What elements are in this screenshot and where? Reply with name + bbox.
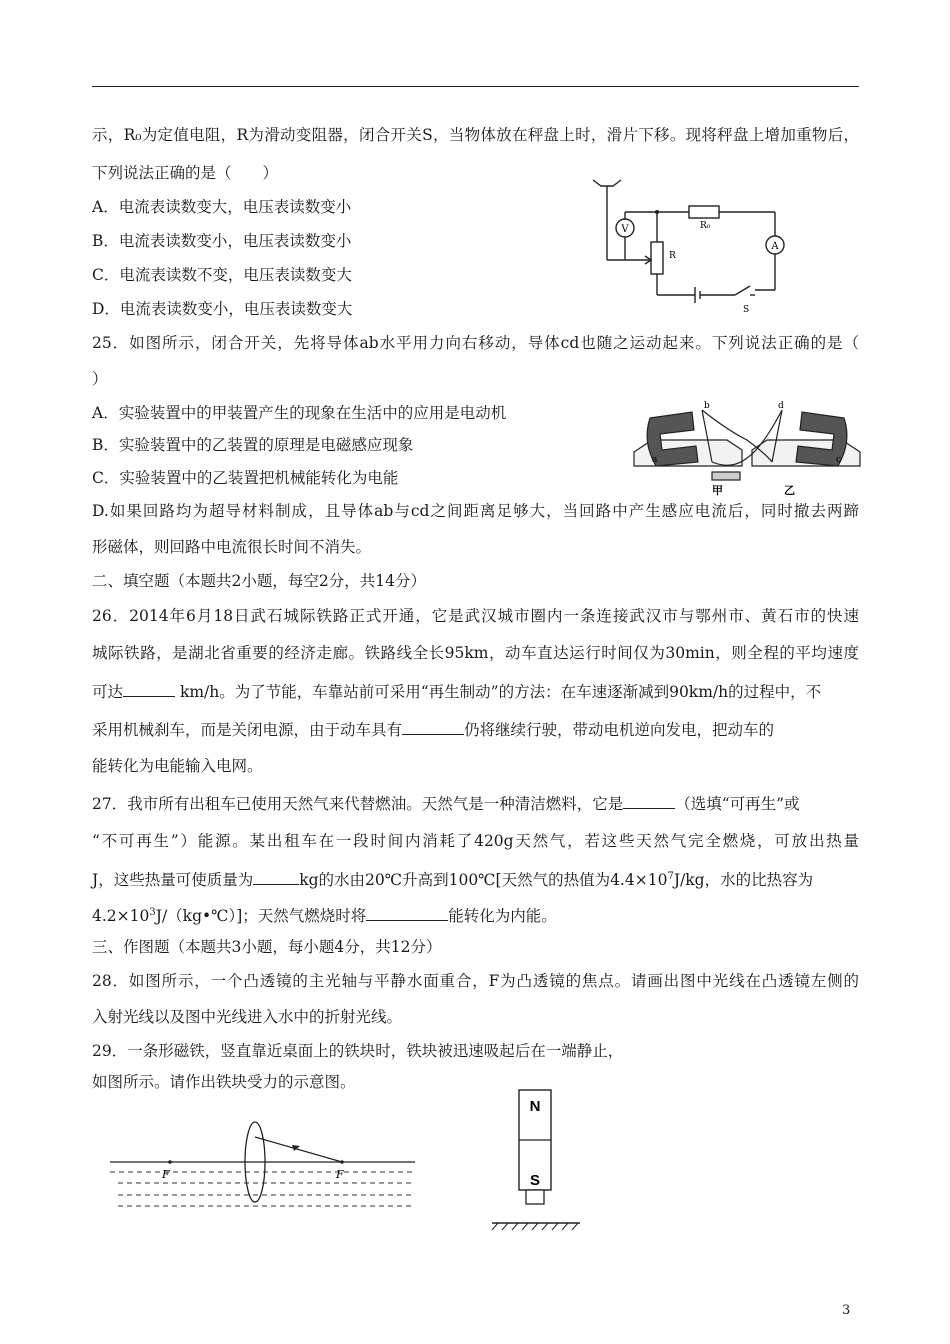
q29-line1: 29．一条形磁铁，竖直靠近桌面上的铁块时，铁块被迅速吸起后在一端静止， (92, 1042, 624, 1060)
refracted-ray (255, 1137, 342, 1162)
focus-right-label: F (336, 1168, 344, 1181)
q26-blank-speed[interactable] (123, 680, 175, 697)
q27-blank-renewable[interactable] (623, 792, 675, 809)
q24-stem-line2: 下列说法正确的是（ ） (92, 164, 279, 182)
q26-line1: 26．2014年6月18日武石城际铁路正式开通，它是武汉城市圈内一条连接武汉市与鄂州市、黄石市的快速 (92, 607, 859, 625)
q28-line2: 入射光线以及图中光线进入水中的折射光线。 (92, 1008, 403, 1026)
resistor-r0 (689, 206, 719, 218)
q25-stem-line2: ） (92, 370, 108, 388)
q27-line2: “不可再生”）能源。某出租车在一段时间内消耗了420g天然气，若这些天然气完全燃烧，可放出热量 (92, 832, 859, 850)
q27-line1: 27．我市所有出租车已使用天然气来代替燃油。天然气是一种清洁燃料，它是 （选填“可再生”或 (92, 792, 800, 815)
q28-lens-figure (110, 1120, 420, 1220)
label-jia: 甲 (712, 484, 723, 497)
q26-line3: 可达 km/h。为了节能，车靠站前可采用“再生制动”的方法：在车速逐渐减到90km/h的过程中，不 (92, 680, 859, 703)
section-3-title: 三、作图题（本题共3小题，每小题4分，共12分） (92, 938, 442, 956)
q27-blank-energy[interactable] (366, 904, 448, 921)
q25-stem-line1: 25．如图所示，闭合开关，先将导体ab水平用力向右移动，导体cd也随之运动起来。下列说法正确的是（ (92, 334, 859, 352)
south-label: S (529, 1172, 541, 1189)
q26-line4: 采用机械刹车，而是关闭电源，由于动车具有 仍将继续行驶，带动电机逆向发电，把动车的 (92, 718, 774, 741)
q24-option-b: B．电流表读数变小，电压表读数变小 (92, 232, 352, 250)
q25-option-b: B．实验装置中的乙装置的原理是电磁感应现象 (92, 436, 414, 454)
label-yi: 乙 (784, 484, 795, 497)
q28-line1: 28．如图所示，一个凸透镜的主光轴与平静水面重合，F为凸透镜的焦点。请画出图中光线在凸透镜左侧的 (92, 972, 859, 990)
q27-blank-mass[interactable] (253, 868, 299, 885)
q24-option-a: A．电流表读数变大，电压表读数变小 (92, 198, 352, 216)
label-c: c (836, 455, 842, 465)
q26-line2: 城际铁路，是湖北省重要的经济走廊。铁路线全长95km，动车直达运行时间仅为30min，则全程的平均速度 (92, 644, 859, 662)
q29-magnet-figure (488, 1085, 588, 1235)
north-label: N (529, 1098, 541, 1115)
voltmeter-label: V (621, 224, 629, 235)
section-2-title: 二、填空题（本题共2小题，每空2分，共14分） (92, 572, 426, 590)
label-a: a (652, 455, 658, 465)
ammeter-label: A (771, 241, 779, 252)
focus-left-label: F (162, 1168, 170, 1181)
page-number: 3 (842, 1303, 851, 1318)
q24-option-d: D．电流表读数变小，电压表读数变大 (92, 300, 353, 318)
q24-stem-line1: 示，R₀为定值电阻，R为滑动变阻器，闭合开关S，当物体放在秤盘上时，滑片下移。现将秤盘上增加重物后， (92, 126, 859, 144)
q24-circuit-figure (585, 170, 815, 315)
q25-option-d-line2: 形磁体，则回路中电流很长时间不消失。 (92, 538, 372, 556)
rheostat-r (651, 242, 663, 274)
q26-line5: 能转化为电能输入电网。 (92, 757, 263, 775)
q29-line2: 如图所示。请作出铁块受力的示意图。 (92, 1073, 356, 1091)
q25-option-c: C．实验装置中的乙装置把机械能转化为电能 (92, 469, 399, 487)
label-d: d (778, 401, 784, 411)
label-b: b (704, 401, 710, 411)
q25-option-a: A．实验装置中的甲装置产生的现象在生活中的应用是电动机 (92, 404, 507, 422)
r0-label: R₀ (700, 221, 711, 231)
q27-line4: $4.2\times 10^3J/(kg•℃)$]；天然气燃烧时将 能转化为内能。 (92, 902, 557, 927)
q24-option-c: C．电流表读数不变，电压表读数变大 (92, 266, 352, 284)
s-label: S (743, 305, 750, 315)
scale-pan (593, 180, 621, 186)
r-label: R (669, 251, 676, 261)
iron-block (526, 1190, 544, 1204)
q25-option-d-line1: D.如果回路均为超导材料制成，且导体ab与cd之间距离足够大，当回路中产生感应电流后，同时撤去两蹄 (92, 502, 859, 520)
q26-blank-inertia[interactable] (402, 718, 464, 735)
q27-line3: J，这些热量可使质量为 kg的水由20℃升高到100℃[天然气的热值为$4.4\times 10^7J/kg$，水的比热容为 (92, 866, 813, 891)
q25-magnets-figure (632, 400, 862, 500)
header-rule (92, 86, 859, 87)
switch-s (735, 286, 750, 295)
